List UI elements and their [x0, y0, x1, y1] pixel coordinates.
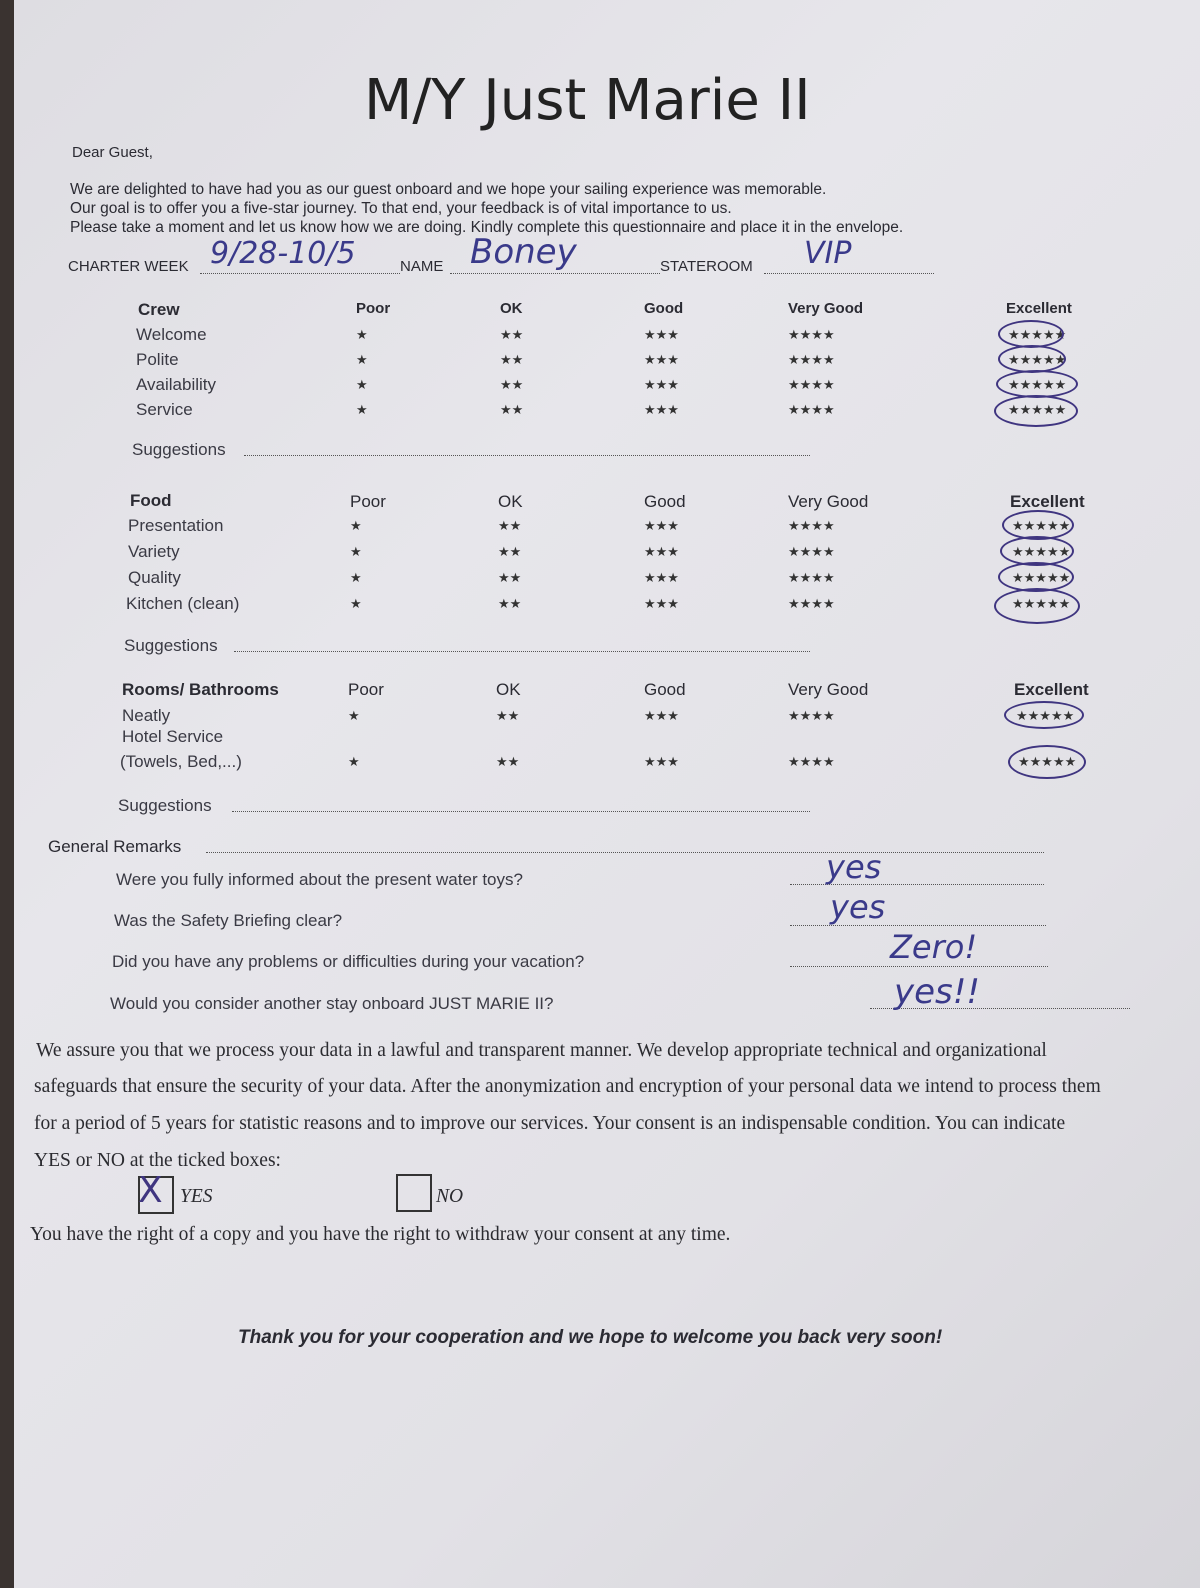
- food-variety-very-good[interactable]: ★★★★: [788, 544, 835, 559]
- thank-you-message: Thank you for your cooperation and we hope to welcome you back very soon!: [238, 1327, 943, 1348]
- question-safety-briefing: Was the Safety Briefing clear?: [114, 911, 343, 930]
- food-suggestions-field[interactable]: [234, 651, 810, 652]
- name-value[interactable]: Boney: [470, 232, 577, 272]
- food-col-excellent: Excellent: [1010, 492, 1085, 511]
- rooms-title: Rooms/ Bathrooms: [122, 680, 279, 699]
- food-item-kitchen: Kitchen (clean): [126, 594, 240, 613]
- charter-week-value[interactable]: 9/28-10/5: [210, 236, 356, 271]
- crew-availability-ok[interactable]: ★★: [500, 377, 524, 392]
- crew-col-ok: OK: [500, 300, 523, 317]
- rooms-col-excellent: Excellent: [1014, 680, 1089, 699]
- crew-col-excellent: Excellent: [1006, 300, 1072, 317]
- food-variety-good[interactable]: ★★★: [644, 544, 679, 559]
- food-quality-excellent[interactable]: ★★★★★: [1012, 570, 1071, 585]
- rooms-neatly-ok[interactable]: ★★: [496, 708, 520, 723]
- food-quality-very-good[interactable]: ★★★★: [788, 570, 835, 585]
- withdraw-notice: You have the right of a copy and you have the right to withdraw your consent at any time.: [30, 1224, 731, 1245]
- name-line: [450, 273, 660, 274]
- food-title: Food: [130, 491, 172, 510]
- rooms-hotel-very-good[interactable]: ★★★★: [788, 754, 835, 769]
- food-col-poor: Poor: [350, 492, 386, 511]
- crew-welcome-excellent[interactable]: ★★★★★: [1008, 327, 1067, 342]
- crew-service-poor[interactable]: ★: [356, 402, 368, 417]
- rooms-col-good: Good: [644, 680, 686, 699]
- rooms-neatly-excellent[interactable]: ★★★★★: [1016, 708, 1075, 723]
- crew-item-polite: Polite: [136, 350, 179, 369]
- food-suggestions-label: Suggestions: [124, 636, 218, 655]
- crew-polite-very-good[interactable]: ★★★★: [788, 352, 835, 367]
- question-problems: Did you have any problems or difficulties during your vacation?: [112, 952, 585, 971]
- food-presentation-good[interactable]: ★★★: [644, 518, 679, 533]
- crew-service-ok[interactable]: ★★: [500, 402, 524, 417]
- page-title: M/Y Just Marie II: [364, 68, 811, 133]
- answer-water-toys[interactable]: yes: [826, 848, 882, 886]
- food-item-presentation: Presentation: [128, 516, 224, 535]
- food-item-quality: Quality: [128, 568, 181, 587]
- crew-welcome-good[interactable]: ★★★: [644, 327, 679, 342]
- privacy-line-1: We assure you that we process your data in a lawful and transparent manner. We develop appropriate technical and organizational: [36, 1040, 1047, 1061]
- crew-item-welcome: Welcome: [136, 325, 207, 344]
- crew-polite-poor[interactable]: ★: [356, 352, 368, 367]
- food-presentation-very-good[interactable]: ★★★★: [788, 518, 835, 533]
- intro-line-2: Our goal is to offer you a five-star journey. To that end, your feedback is of vital importance to us.: [70, 200, 732, 217]
- rooms-hotel-excellent[interactable]: ★★★★★: [1018, 754, 1077, 769]
- crew-title: Crew: [138, 300, 180, 319]
- food-col-very-good: Very Good: [788, 492, 869, 511]
- rooms-suggestions-label: Suggestions: [118, 796, 212, 815]
- crew-welcome-ok[interactable]: ★★: [500, 327, 524, 342]
- crew-service-selected-circle: [994, 395, 1078, 427]
- food-kitchen-poor[interactable]: ★: [350, 596, 362, 611]
- food-col-good: Good: [644, 492, 686, 511]
- rooms-suggestions-field[interactable]: [232, 811, 810, 812]
- food-item-variety: Variety: [128, 542, 180, 561]
- crew-col-very-good: Very Good: [788, 300, 864, 317]
- food-presentation-ok[interactable]: ★★: [498, 518, 522, 533]
- rooms-col-ok: OK: [496, 680, 521, 699]
- rooms-col-very-good: Very Good: [788, 680, 869, 699]
- crew-welcome-very-good[interactable]: ★★★★: [788, 327, 835, 342]
- crew-availability-selected-circle: [996, 370, 1078, 398]
- consent-no-checkbox[interactable]: [396, 1174, 432, 1212]
- feedback-form: [14, 0, 1200, 1588]
- food-kitchen-good[interactable]: ★★★: [644, 596, 679, 611]
- crew-availability-very-good[interactable]: ★★★★: [788, 377, 835, 392]
- answer-safety-briefing[interactable]: yes: [830, 888, 886, 926]
- food-kitchen-excellent[interactable]: ★★★★★: [1012, 596, 1071, 611]
- rooms-neatly-poor[interactable]: ★: [348, 708, 360, 723]
- crew-col-good: Good: [644, 300, 684, 317]
- crew-availability-poor[interactable]: ★: [356, 377, 368, 392]
- rooms-item-towels-bed: (Towels, Bed,...): [120, 752, 242, 771]
- crew-polite-ok[interactable]: ★★: [500, 352, 524, 367]
- crew-polite-excellent[interactable]: ★★★★★: [1008, 352, 1067, 367]
- charter-week-line: [200, 273, 400, 274]
- answer-problems-line: [790, 966, 1048, 967]
- privacy-line-2: safeguards that ensure the security of your data. After the anonymization and encryption of your personal data we intend to process them: [34, 1076, 1101, 1097]
- question-another-stay: Would you consider another stay onboard JUST MARIE II?: [110, 994, 554, 1013]
- food-variety-poor[interactable]: ★: [350, 544, 362, 559]
- rooms-neatly-selected-circle: [1004, 701, 1084, 729]
- rooms-hotel-ok[interactable]: ★★: [496, 754, 520, 769]
- consent-yes-mark: X: [138, 1170, 163, 1211]
- food-variety-excellent[interactable]: ★★★★★: [1012, 544, 1071, 559]
- food-presentation-poor[interactable]: ★: [350, 518, 362, 533]
- privacy-line-3: for a period of 5 years for statistic reasons and to improve our services. Your consent is an indispensable condition. You can indicate: [34, 1113, 1066, 1134]
- stateroom-label: STATEROOM: [660, 258, 753, 275]
- answer-problems[interactable]: Zero!: [890, 928, 978, 966]
- greeting: Dear Guest,: [72, 144, 153, 161]
- answer-another-stay[interactable]: yes!!: [894, 972, 981, 1012]
- food-variety-ok[interactable]: ★★: [498, 544, 522, 559]
- crew-service-very-good[interactable]: ★★★★: [788, 402, 835, 417]
- intro-line-1: We are delighted to have had you as our guest onboard and we hope your sailing experience was memorable.: [70, 181, 827, 198]
- rooms-item-neatly: Neatly: [122, 706, 171, 725]
- crew-availability-good[interactable]: ★★★: [644, 377, 679, 392]
- rooms-neatly-good[interactable]: ★★★: [644, 708, 679, 723]
- consent-yes-label: YES: [180, 1186, 213, 1207]
- crew-suggestions-label: Suggestions: [132, 440, 226, 459]
- stateroom-value[interactable]: VIP: [804, 236, 852, 271]
- rooms-hotel-selected-circle: [1008, 745, 1086, 779]
- food-quality-good[interactable]: ★★★: [644, 570, 679, 585]
- crew-polite-selected-circle: [998, 345, 1066, 373]
- rooms-neatly-very-good[interactable]: ★★★★: [788, 708, 835, 723]
- consent-no-label: NO: [436, 1186, 464, 1207]
- crew-availability-excellent[interactable]: ★★★★★: [1008, 377, 1067, 392]
- food-quality-poor[interactable]: ★: [350, 570, 362, 585]
- crew-col-poor: Poor: [356, 300, 391, 317]
- crew-item-availability: Availability: [136, 375, 217, 394]
- charter-week-label: CHARTER WEEK: [68, 258, 189, 275]
- crew-service-excellent[interactable]: ★★★★★: [1008, 402, 1067, 417]
- privacy-line-4: YES or NO at the ticked boxes:: [34, 1150, 281, 1171]
- crew-service-good[interactable]: ★★★: [644, 402, 679, 417]
- rooms-hotel-good[interactable]: ★★★: [644, 754, 679, 769]
- crew-item-service: Service: [136, 400, 193, 419]
- crew-polite-good[interactable]: ★★★: [644, 352, 679, 367]
- rooms-item-hotel-service: Hotel Service: [122, 727, 224, 746]
- rooms-col-poor: Poor: [348, 680, 384, 699]
- general-remarks-field[interactable]: [206, 852, 1044, 853]
- food-kitchen-ok[interactable]: ★★: [498, 596, 522, 611]
- food-quality-ok[interactable]: ★★: [498, 570, 522, 585]
- name-label: NAME: [400, 258, 444, 275]
- food-col-ok: OK: [498, 492, 523, 511]
- intro-line-3: Please take a moment and let us know how we are doing. Kindly complete this questionnaire and place it in the envelope.: [70, 219, 904, 236]
- stateroom-line: [764, 273, 934, 274]
- food-presentation-excellent[interactable]: ★★★★★: [1012, 518, 1071, 533]
- crew-welcome-poor[interactable]: ★: [356, 327, 368, 342]
- question-water-toys: Were you fully informed about the present water toys?: [116, 870, 523, 889]
- crew-welcome-selected-circle: [998, 320, 1067, 348]
- crew-suggestions-field[interactable]: [244, 455, 810, 456]
- food-kitchen-very-good[interactable]: ★★★★: [788, 596, 835, 611]
- rooms-hotel-poor[interactable]: ★: [348, 754, 360, 769]
- general-remarks-label: General Remarks: [48, 837, 182, 856]
- food-kitchen-selected-circle: [994, 588, 1080, 624]
- answer-safety-briefing-line: [790, 925, 1046, 926]
